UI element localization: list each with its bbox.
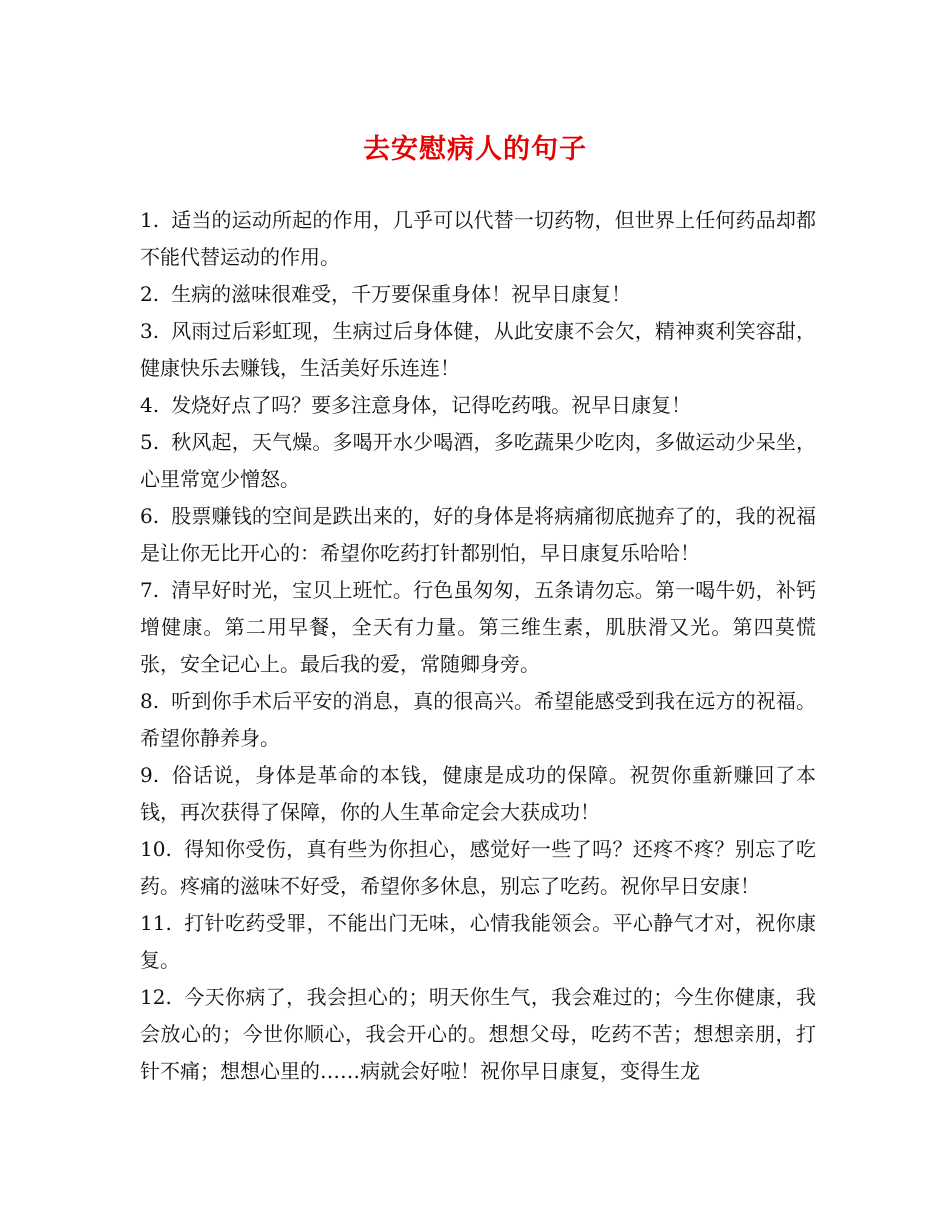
list-item [140, 202, 816, 276]
item-number: 9. [140, 763, 160, 787]
list-item [140, 905, 816, 979]
item-text: 听到你手术后平安的消息，真的很高兴。希望能感受到我在远方的祝福。希望你静养身。 [140, 689, 816, 750]
list-item [140, 572, 816, 683]
item-number: 12. [140, 985, 172, 1009]
item-text: 秋风起，天气燥。多喝开水少喝酒，多吃蔬果少吃肉，多做运动少呆坐，心里常宽少憎怒。 [140, 430, 816, 491]
item-text: 打针吃药受罪，不能出门无味，心情我能领会。平心静气才对，祝你康复。 [140, 911, 816, 972]
item-text: 生病的滋味很难受，千万要保重身体！祝早日康复！ [171, 282, 632, 306]
item-text: 得知你受伤，真有些为你担心，感觉好一些了吗？还疼不疼？别忘了吃药。疼痛的滋味不好受，希望你多休息，别忘了吃药。祝你早日安康！ [140, 837, 816, 898]
item-text: 清早好时光，宝贝上班忙。行色虽匆匆，五条请勿忘。第一喝牛奶，补钙增健康。第二用早餐，全天有力量。第三维生素，肌肤滑又光。第四莫慌张，安全记心上。最后我的爱，常随卿身旁。 [140, 578, 816, 676]
item-text: 今天你病了，我会担心的；明天你生气，我会难过的；今生你健康，我会放心的；今世你顺心，我会开心的。想想父母，吃药不苦；想想亲朋，打针不痛；想想心里的……病就会好啦！祝你早日康复，变得生龙 [140, 985, 816, 1083]
item-number: 7. [140, 578, 160, 602]
list-item [140, 831, 816, 905]
list-item [140, 757, 816, 831]
item-text: 俗话说，身体是革命的本钱，健康是成功的保障。祝贺你重新赚回了本钱，再次获得了保障，你的人生革命定会大获成功！ [140, 763, 816, 824]
item-number: 2. [140, 282, 160, 306]
item-text: 适当的运动所起的作用，几乎可以代替一切药物，但世界上任何药品却都不能代替运动的作用。 [140, 208, 816, 269]
item-number: 4. [140, 393, 160, 417]
item-number: 11. [140, 911, 172, 935]
item-number: 8. [140, 689, 160, 713]
item-number: 1. [140, 208, 160, 232]
list-item [140, 979, 816, 1090]
item-number: 10. [140, 837, 172, 861]
list-item [140, 683, 816, 757]
item-number: 5. [140, 430, 160, 454]
item-text: 股票赚钱的空间是跌出来的，好的身体是将病痛彻底抛弃了的，我的祝福是让你无比开心的：希望你吃药打针都别怕，早日康复乐哈哈！ [140, 504, 816, 565]
list-item [140, 313, 816, 387]
document-title: 去安慰病人的句子 [363, 134, 587, 165]
list-item [140, 424, 816, 498]
item-number: 6. [140, 504, 160, 528]
item-text: 风雨过后彩虹现，生病过后身体健，从此安康不会欠，精神爽利笑容甜，健康快乐去赚钱，生活美好乐连连！ [140, 319, 816, 380]
item-number: 3. [140, 319, 160, 343]
list-item [140, 276, 816, 313]
list-item [140, 498, 816, 572]
item-text: 发烧好点了吗？要多注意身体，记得吃药哦。祝早日康复！ [171, 393, 692, 417]
list-item [140, 387, 816, 424]
document-body [140, 202, 816, 1090]
